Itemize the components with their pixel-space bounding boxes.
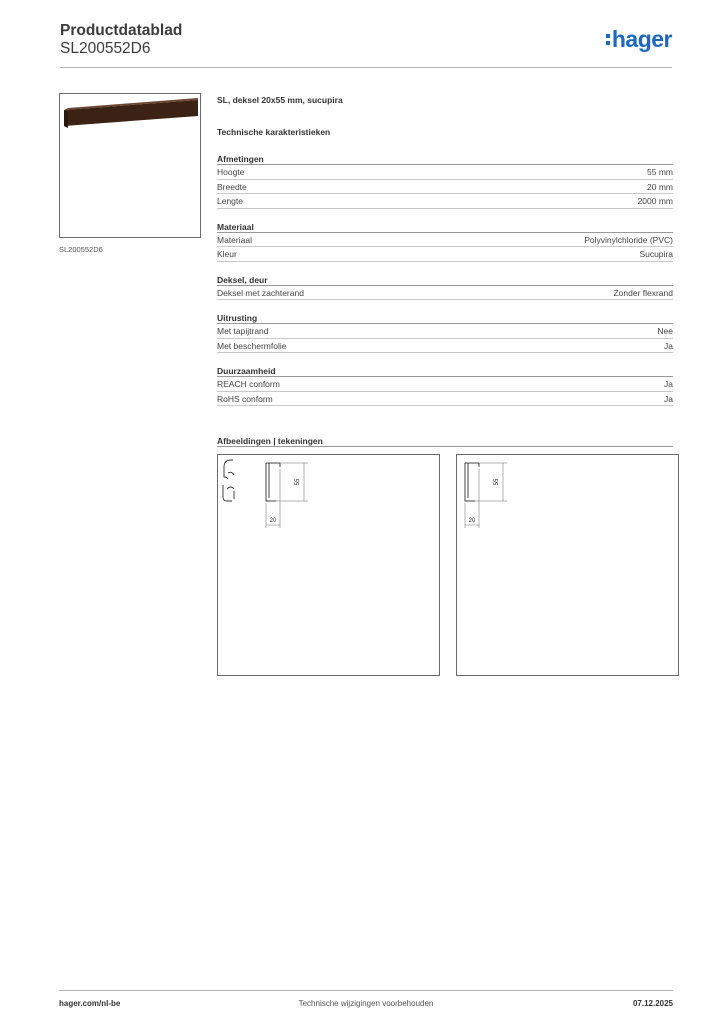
spec-section — [217, 153, 673, 209]
spec-sections — [217, 153, 673, 406]
spec-value: Sucupira — [639, 249, 673, 259]
spec-value: Ja — [664, 340, 673, 351]
section-title: Uitrusting — [217, 312, 673, 324]
cover-profile-image — [60, 94, 200, 237]
spec-value: 55 mm — [647, 167, 673, 177]
spec-label: Kleur — [217, 249, 237, 259]
spec-section — [217, 274, 673, 301]
page-header — [60, 20, 672, 68]
section-title: Duurzaamheid — [217, 365, 673, 377]
drawing-1 — [218, 455, 439, 675]
section-title: Afmetingen — [217, 153, 673, 165]
spec-row — [217, 233, 673, 248]
spec-value: Polyvinylchloride (PVC) — [584, 234, 673, 245]
drawing-2 — [457, 455, 678, 675]
spec-row — [217, 247, 673, 262]
spec-value: Ja — [664, 379, 673, 389]
spec-label: Breedte — [217, 181, 247, 192]
spec-section — [217, 221, 673, 262]
spec-row — [217, 339, 673, 354]
logo-text: hager — [611, 26, 672, 52]
spec-value: Nee — [657, 326, 673, 336]
spec-value: 20 mm — [647, 181, 673, 192]
spec-panel — [217, 95, 673, 418]
drawings-heading: Afbeeldingen | tekeningen — [217, 435, 673, 447]
spec-label: RoHS conform — [217, 393, 273, 404]
spec-label: Lengte — [217, 196, 243, 206]
footer-website: hager.com/nl-be — [59, 999, 121, 1008]
spec-value: 2000 mm — [637, 196, 673, 206]
spec-row — [217, 286, 673, 301]
spec-value: Ja — [664, 393, 673, 404]
spec-label: Deksel met zachterand — [217, 287, 304, 298]
spec-row — [217, 180, 673, 195]
document-title: Productdatablad — [60, 22, 183, 39]
height-dimension: 55 — [494, 478, 500, 486]
section-title: Materiaal — [217, 221, 673, 233]
spec-label: Met tapijtrand — [217, 326, 269, 336]
spec-value: Zonder flexrand — [613, 287, 673, 298]
height-dimension: 55 — [295, 478, 301, 486]
image-caption: SL200552D6 — [59, 245, 103, 254]
spec-row — [217, 377, 673, 392]
spec-row — [217, 392, 673, 407]
spec-row — [217, 165, 673, 180]
spec-section — [217, 365, 673, 406]
drawing-panel-1 — [217, 454, 440, 676]
tech-heading: Technische karakteristieken — [217, 127, 331, 137]
spec-label: Hoogte — [217, 167, 245, 177]
page-footer — [59, 990, 673, 1012]
hager-logo — [606, 26, 672, 53]
logo-dots-icon — [606, 34, 610, 45]
spec-label: Materiaal — [217, 234, 252, 245]
width-dimension: 20 — [468, 518, 476, 524]
section-title: Deksel, deur — [217, 274, 673, 286]
spec-row — [217, 324, 673, 339]
footer-date: 07.12.2025 — [632, 999, 673, 1008]
width-dimension: 20 — [269, 518, 277, 524]
spec-label: REACH conform — [217, 379, 280, 389]
spec-section — [217, 312, 673, 353]
footer-disclaimer: Technische wijzigingen voorbehouden — [298, 999, 434, 1008]
spec-row — [217, 194, 673, 209]
product-name: SL, deksel 20x55 mm, sucupira — [217, 95, 343, 105]
spec-label: Met beschermfolie — [217, 340, 287, 351]
drawing-panel-2 — [456, 454, 679, 676]
product-image — [59, 93, 201, 238]
product-code: SL200552D6 — [60, 40, 151, 57]
